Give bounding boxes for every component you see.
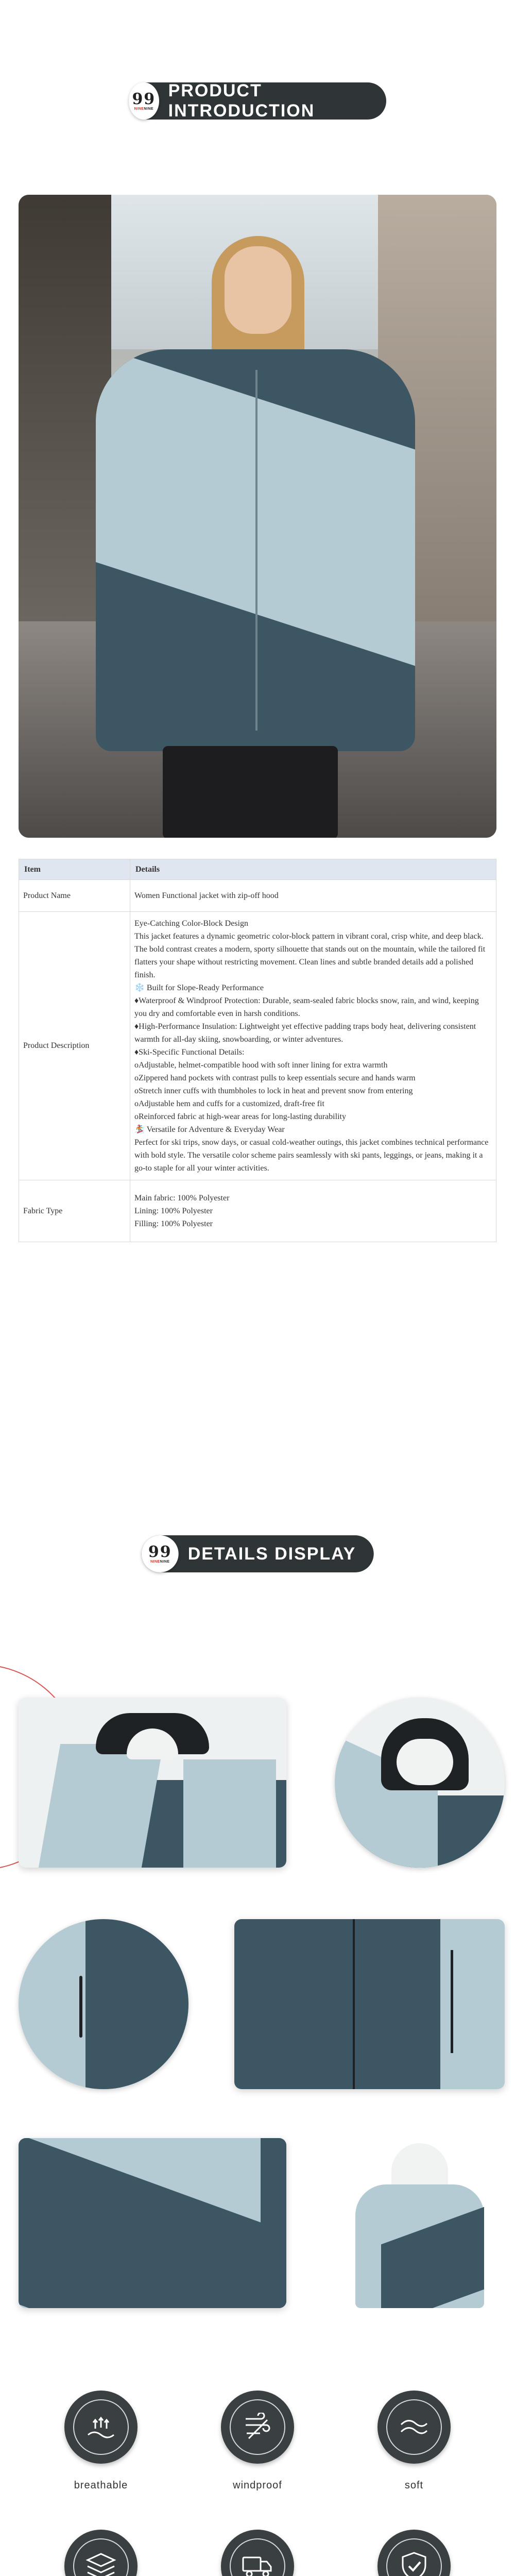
- feature-windproof: [206, 2391, 309, 2492]
- brand-logo: 99 NINENINE: [142, 1535, 179, 1572]
- breathable-icon: [85, 2414, 117, 2440]
- section-title-details: DETAILS DISPLAY: [187, 1544, 356, 1564]
- detail-image-fabric: [19, 2138, 286, 2308]
- feature-label: windproof: [233, 2480, 282, 2491]
- detail-image-hood: [19, 1698, 286, 1868]
- table-row: [19, 1180, 496, 1242]
- row-value: Women Functional jacket with zip-off hood: [130, 880, 496, 912]
- detail-image-pocket: [19, 1919, 188, 2089]
- row-key: Product Name: [19, 880, 130, 912]
- section-title-intro: PRODUCT INTRODUCTION: [168, 81, 315, 121]
- product-spec-table: [19, 859, 496, 1242]
- feature-label: soft: [404, 2480, 424, 2491]
- feature-quality: [363, 2530, 466, 2576]
- layers-icon: [85, 2552, 116, 2576]
- table-header-details: Details: [130, 859, 496, 880]
- table-header-item: Item: [19, 859, 130, 880]
- table-row: [19, 912, 496, 1180]
- detail-image-collar: [335, 1698, 505, 1868]
- windproof-icon: [242, 2413, 273, 2442]
- shield-check-icon: [400, 2551, 428, 2576]
- feature-soft: [363, 2391, 466, 2492]
- feature-label: breathable: [74, 2480, 128, 2491]
- row-value-description: Eye-Catching Color-Block Design This jacket features a dynamic geometric color-block pattern in vibrant coral, crisp white, and deep black. The bold contrast creates a modern, sporty silhouette that stands out on the mountain, while the tailored fit flatters your shape without restricting movement. Clean lines and subtle branded details add a polished finish. ❄️ Built for Slope-Ready Performance ♦Waterproof & Windproof Protection: Durable, seam-sealed fabric blocks snow, rain, and wind, keeping you dry and comfortable even in harsh conditions. ♦High-Performance Insulation: Lightweight yet effective padding traps body heat, delivering consistent warmth for all-day skiing, snowboarding, or winter adventures. ♦Ski-Specific Functional Details: oAdjustable, helmet-compatible hood with soft inner lining for extra warmth oZippered hand pockets with contrast pulls to keep essentials secure and hands warm oStretch inner cuffs with thumbholes to lock in heat and prevent snow from entering oAdjustable hem and cuffs for a customized, draft-free fit oReinforced fabric at high-wear areas for long-lasting durability 🏂 Versatile for Adventure & Everyday Wear Perfect for ski trips, snow days, or casual cold-weather outings, this jacket combines technical performance with bold style. The versatile color scheme pairs seamlessly with ski pants, leggings, or jeans, making it a go-to staple for all your winter activities.: [130, 912, 496, 1180]
- detail-image-back-view: [335, 2138, 505, 2308]
- detail-image-zipper: [234, 1919, 505, 2089]
- row-key: Product Description: [19, 912, 130, 1180]
- table-row: [19, 880, 496, 912]
- row-key: Fabric Type: [19, 1180, 130, 1242]
- feature-breathable: [49, 2391, 152, 2492]
- truck-icon: [241, 2553, 274, 2576]
- row-value-fabric: Main fabric: 100% Polyester Lining: 100% Polyester Filling: 100% Polyester: [130, 1180, 496, 1242]
- feature-thickened: [49, 2530, 152, 2576]
- feature-delivery: [206, 2530, 309, 2576]
- brand-logo: 99 NINENINE: [129, 82, 159, 120]
- section-header-intro: [129, 82, 386, 120]
- soft-icon: [398, 2414, 430, 2440]
- section-header-details: [142, 1535, 374, 1572]
- hero-product-photo: [19, 195, 496, 838]
